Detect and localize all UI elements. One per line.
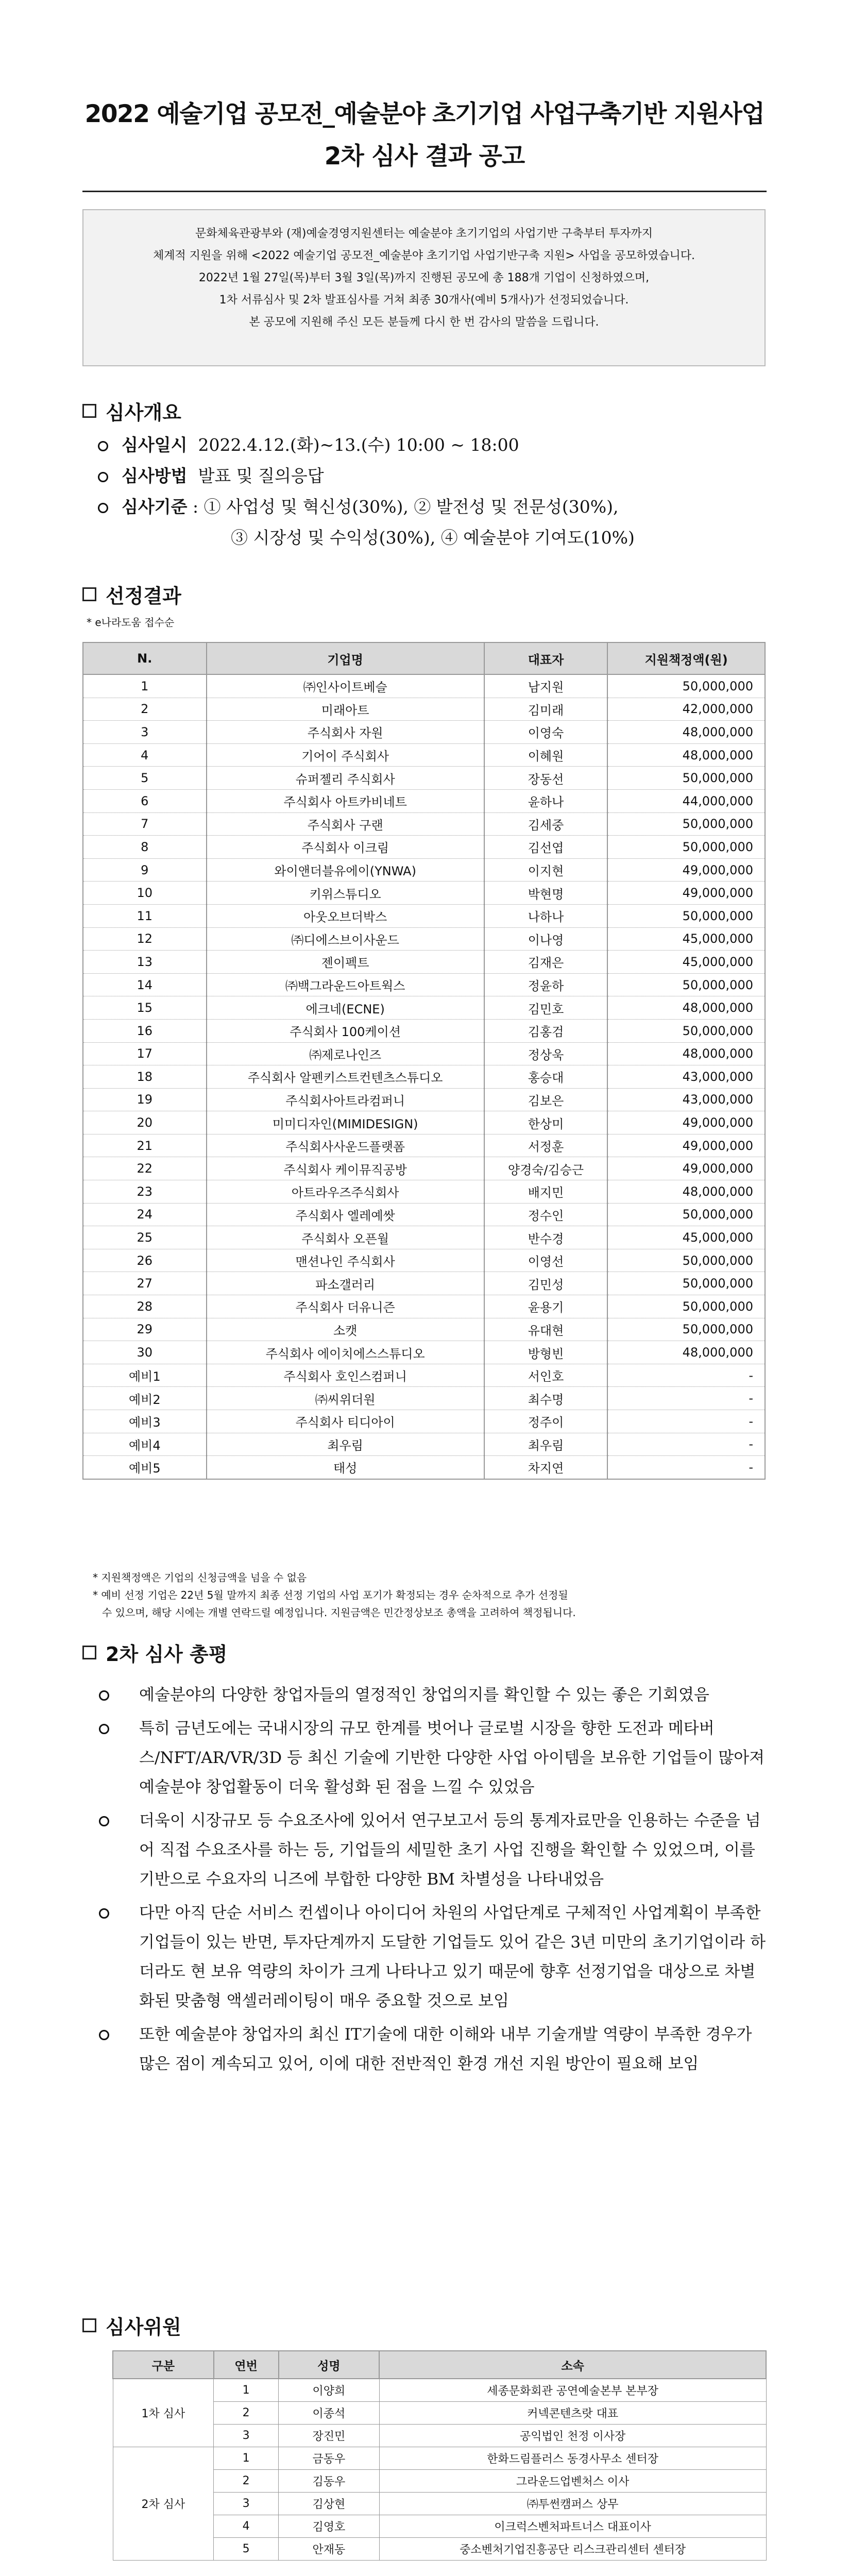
row-number: 23 [83,1180,207,1204]
representative: 장동선 [484,767,608,790]
support-amount: 45,000,000 [607,927,765,951]
company-name: 와이앤더블유에이(YNWA) [207,858,484,882]
row-number: 22 [83,1157,207,1180]
member-number: 3 [214,2425,279,2447]
selection-footnotes [93,1569,757,1621]
support-amount: 50,000,000 [607,674,765,698]
row-number: 예비4 [83,1433,207,1456]
member-number: 2 [214,2402,279,2425]
company-name: 주식회사 티디아이 [207,1410,484,1433]
support-amount: 48,000,000 [607,1042,765,1065]
member-affiliation: ㈜투썬캠퍼스 상무 [379,2493,766,2515]
representative: 김재은 [484,951,608,974]
company-name: 주식회사 100케이션 [207,1019,484,1042]
column-header: 구분 [113,2351,214,2379]
table-row [83,882,765,905]
support-amount: 50,000,000 [607,1295,765,1318]
table-row [83,927,765,951]
table-row [113,2379,766,2402]
company-name: ㈜씨위더원 [207,1387,484,1410]
table-row [113,2447,766,2470]
company-name: 주식회사 오픈월 [207,1226,484,1249]
circle-bullet-icon [99,1724,109,1734]
member-number: 5 [214,2538,279,2561]
section-heading-committee [82,2311,181,2340]
row-number: 7 [83,812,207,836]
review-text: 다만 아직 단순 서비스 컨셉이나 아이디어 차원의 사업단계로 구체적인 사업계획이 부족한 기업들이 있는 반면, 투자단계까지 도달한 기업들도 있어 같은 3년 미만의 초기기업이라 하더라도 현 보유 역량의 차이가 크게 나타나고 있기 때문에 향후 선정기업을 대상으로 차별화된 맞춤형 액셀러레이팅이 매우 중요할 것으로 보임 [139,1904,766,2010]
table-row [83,836,765,859]
intro-line: 1차 서류심사 및 2차 발표심사를 거쳐 최종 30개사(예비 5개사)가 선정되었습니다. [219,294,629,307]
company-name: 소캣 [207,1318,484,1341]
section-heading-review [82,1638,227,1667]
overview-date [98,432,519,459]
representative: 양경숙/김승근 [484,1157,608,1180]
table-row [83,1341,765,1364]
review-item [93,2020,768,2079]
row-number: 19 [83,1088,207,1111]
company-name: 주식회사 케이뮤직공방 [207,1157,484,1180]
committee-table-body [113,2379,766,2561]
company-name: 주식회사사운드플랫폼 [207,1134,484,1157]
representative: 정주이 [484,1410,608,1433]
row-number: 16 [83,1019,207,1042]
representative: 이혜원 [484,743,608,767]
support-amount: - [607,1433,765,1456]
title-line1: 2022 예술기업 공모전_예술분야 초기기업 사업구축기반 지원사업 [84,100,765,128]
company-name: 주식회사아트라컴퍼니 [207,1088,484,1111]
section-title: 선정결과 [106,585,181,607]
square-bullet-icon [82,587,96,601]
representative: 최수명 [484,1387,608,1410]
representative: 윤하나 [484,789,608,812]
member-name: 김동우 [279,2470,380,2493]
representative: 정윤하 [484,973,608,996]
column-header: 기업명 [207,642,484,674]
member-name: 이양희 [279,2379,380,2402]
review-item [93,1714,768,1802]
row-number: 25 [83,1226,207,1249]
row-number: 27 [83,1272,207,1295]
table-row [83,789,765,812]
company-name: 파소갤러리 [207,1272,484,1295]
label: 심사방법 [122,466,188,486]
row-number: 예비2 [83,1387,207,1410]
row-number: 29 [83,1318,207,1341]
member-affiliation: 세종문화회관 공연예술본부 본부장 [379,2379,766,2402]
row-number: 4 [83,743,207,767]
selection-table [82,642,766,1480]
row-number: 9 [83,858,207,882]
review-item [93,1899,768,2016]
committee-table [112,2350,767,2561]
row-number: 28 [83,1295,207,1318]
overview-method [98,463,324,489]
company-name: 주식회사 아트카비네트 [207,789,484,812]
review-item [93,1806,768,1894]
member-affiliation: 그라운드업벤처스 이사 [379,2470,766,2493]
company-name: 미미디자인(MIMIDESIGN) [207,1111,484,1134]
table-row [83,1456,765,1479]
intro-line: 문화체육관광부와 (재)예술경영지원센터는 예술분야 초기기업의 사업기반 구축부터 투자까지 [195,227,653,240]
representative: 이나영 [484,927,608,951]
support-amount: 50,000,000 [607,836,765,859]
table-header-row [113,2351,766,2379]
representative: 나하나 [484,904,608,927]
support-amount: 49,000,000 [607,858,765,882]
member-affiliation: 한화드림플러스 동경사무소 센터장 [379,2447,766,2470]
representative: 유대현 [484,1318,608,1341]
row-number: 15 [83,996,207,1020]
value: 2022.4.12.(화)~13.(수) 10:00 ~ 18:00 [198,435,519,455]
support-amount: - [607,1456,765,1479]
support-amount: - [607,1387,765,1410]
support-amount: 50,000,000 [607,812,765,836]
support-amount: - [607,1364,765,1387]
row-number: 예비5 [83,1456,207,1479]
company-name: 주식회사 구랜 [207,812,484,836]
value: ③ 시장성 및 수익성(30%), ④ 예술분야 기여도(10%) [231,528,635,548]
representative: 이영숙 [484,721,608,744]
label: 심사일시 [122,435,188,455]
representative: 서정훈 [484,1134,608,1157]
footnote: * 예비 선정 기업은 22년 5월 말까지 최종 선정 기업의 사업 포기가 확정되는 경우 순차적으로 추가 선정될 [93,1589,568,1601]
row-number: 6 [83,789,207,812]
table-row [83,1042,765,1065]
section-heading-overview [82,397,181,425]
table-row [83,1019,765,1042]
support-amount: 44,000,000 [607,789,765,812]
table-row [83,1157,765,1180]
representative: 홍승대 [484,1065,608,1089]
member-number: 1 [214,2379,279,2402]
circle-bullet-icon [99,1690,109,1701]
support-amount: 48,000,000 [607,1180,765,1204]
company-name: 맨션나인 주식회사 [207,1249,484,1272]
table-row [83,1180,765,1204]
representative: 김민성 [484,1272,608,1295]
row-number: 12 [83,927,207,951]
company-name: 에크네(ECNE) [207,996,484,1020]
review-item [93,1681,768,1710]
intro-line: 체계적 지원을 위해 <2022 예술기업 공모전_예술분야 초기기업 사업기반구축 지원> 사업을 공모하였습니다. [152,249,695,262]
row-number: 8 [83,836,207,859]
support-amount: 48,000,000 [607,1341,765,1364]
row-number: 10 [83,882,207,905]
member-number: 3 [214,2493,279,2515]
table-row [83,1272,765,1295]
support-amount: 49,000,000 [607,1111,765,1134]
selection-note: * e나라도움 접수순 [87,616,175,629]
column-header: N. [83,642,207,674]
support-amount: 50,000,000 [607,1203,765,1226]
row-number: 21 [83,1134,207,1157]
row-number: 26 [83,1249,207,1272]
company-name: 기어이 주식회사 [207,743,484,767]
intro-line: 본 공모에 지원해 주신 모든 분들께 다시 한 번 감사의 말씀을 드립니다. [249,316,599,329]
row-number: 20 [83,1111,207,1134]
support-amount: 50,000,000 [607,973,765,996]
square-bullet-icon [82,404,96,418]
table-row [83,1111,765,1134]
support-amount: 48,000,000 [607,743,765,767]
company-name: 슈퍼젤리 주식회사 [207,767,484,790]
company-name: 주식회사 이크림 [207,836,484,859]
table-row [83,698,765,721]
member-name: 안재동 [279,2538,380,2561]
member-affiliation: 중소벤처기업진흥공단 리스크관리센터 센터장 [379,2538,766,2561]
circle-bullet-icon [99,1816,109,1826]
table-row [83,721,765,744]
support-amount: 48,000,000 [607,996,765,1020]
table-row [83,1410,765,1433]
row-number: 13 [83,951,207,974]
row-number: 11 [83,904,207,927]
member-number: 1 [214,2447,279,2470]
row-number: 1 [83,674,207,698]
representative: 김민호 [484,996,608,1020]
representative: 김선엽 [484,836,608,859]
representative: 김세중 [484,812,608,836]
support-amount: 43,000,000 [607,1065,765,1089]
table-row [83,1249,765,1272]
table-row [83,767,765,790]
value: 발표 및 질의응답 [198,466,324,486]
representative: 서인호 [484,1364,608,1387]
table-row [83,1433,765,1456]
table-row [83,1065,765,1089]
representative: 정수인 [484,1203,608,1226]
section-heading-selection [82,580,181,608]
review-round: 2차 심사 [113,2447,214,2561]
column-header: 대표자 [484,642,608,674]
review-round: 1차 심사 [113,2379,214,2447]
company-name: 키위스튜디오 [207,882,484,905]
member-name: 금동우 [279,2447,380,2470]
review-text: 예술분야의 다양한 창업자들의 열정적인 창업의지를 확인할 수 있는 좋은 기회였음 [139,1686,709,1704]
row-number: 18 [83,1065,207,1089]
representative: 차지연 [484,1456,608,1479]
company-name: 주식회사 엘레예쌋 [207,1203,484,1226]
circle-bullet-icon [99,2030,109,2040]
table-header-row [83,642,765,674]
review-text: 또한 예술분야 창업자의 최신 IT기술에 대한 이해와 내부 기술개발 역량이 부족한 경우가 많은 점이 계속되고 있어, 이에 대한 전반적인 환경 개선 지원 방안이 필요해 보임 [139,2025,752,2073]
company-name: ㈜디에스브이사운드 [207,927,484,951]
footnote: 수 있으며, 해당 시에는 개별 연락드릴 예정입니다. 지원금액은 민간정상보조 총액을 고려하여 책정됩니다. [102,1606,576,1619]
member-name: 이종석 [279,2402,380,2425]
table-row [83,973,765,996]
representative: 김홍검 [484,1019,608,1042]
company-name: 젠이펙트 [207,951,484,974]
company-name: 미래아트 [207,698,484,721]
row-number: 17 [83,1042,207,1065]
overview-criteria [98,494,619,520]
table-row [83,951,765,974]
table-row [83,1318,765,1341]
column-header: 지원책정액(원) [607,642,765,674]
company-name: 최우림 [207,1433,484,1456]
review-text: 더욱이 시장규모 등 수요조사에 있어서 연구보고서 등의 통계자료만을 인용하는 수준을 넘어 직접 수요조사를 하는 등, 기업들의 세밀한 초기 사업 진행을 확인할 수 있었으며, 이를 기반으로 수요자의 니즈에 부합한 다양한 BM 차별성을 나타내었음 [139,1811,761,1889]
section-title: 2차 심사 총평 [106,1643,228,1666]
table-row [83,812,765,836]
member-affiliation: 이크럭스벤처파트너스 대표이사 [379,2515,766,2538]
table-row [83,904,765,927]
table-row [83,674,765,698]
support-amount: 42,000,000 [607,698,765,721]
support-amount: 50,000,000 [607,904,765,927]
circle-bullet-icon [98,441,108,451]
company-name: 주식회사 호인스컴퍼니 [207,1364,484,1387]
representative: 최우림 [484,1433,608,1456]
section-title: 심사개요 [106,401,181,424]
representative: 윤용기 [484,1295,608,1318]
representative: 반수경 [484,1226,608,1249]
review-text: 특히 금년도에는 국내시장의 규모 한계를 벗어나 글로벌 시장을 향한 도전과 메타버스/NFT/AR/VR/3D 등 최신 기술에 기반한 다양한 사업 아이템을 보유한 기업들이 많아져 예술분야 창업활동이 더욱 활성화 된 점을 느낄 수 있었음 [139,1719,765,1797]
support-amount: 49,000,000 [607,1157,765,1180]
column-header: 연번 [214,2351,279,2379]
title-line2: 2차 심사 결과 공고 [324,142,525,171]
square-bullet-icon [82,1646,96,1659]
title-divider [82,191,767,192]
circle-bullet-icon [99,1908,109,1919]
row-number: 24 [83,1203,207,1226]
member-number: 4 [214,2515,279,2538]
representative: 김미래 [484,698,608,721]
value: : ① 사업성 및 혁신성(30%), ② 발전성 및 전문성(30%), [193,497,619,517]
representative: 박현명 [484,882,608,905]
support-amount: 48,000,000 [607,721,765,744]
row-number: 5 [83,767,207,790]
company-name: 주식회사 알펜키스트컨텐츠스튜디오 [207,1065,484,1089]
table-row [83,996,765,1020]
support-amount: 49,000,000 [607,1134,765,1157]
company-name: 주식회사 더유니즌 [207,1295,484,1318]
page-title [41,98,808,173]
representative: 방형빈 [484,1341,608,1364]
member-name: 장진민 [279,2425,380,2447]
company-name: 아웃오브더박스 [207,904,484,927]
table-row [83,1203,765,1226]
representative: 한상미 [484,1111,608,1134]
intro-line: 2022년 1월 27일(목)부터 3월 3일(목)까지 진행된 공모에 총 188개 기업이 신청하였으며, [198,272,650,284]
overview-criteria-cont [231,524,635,551]
company-name: 주식회사 에이치에스스튜디오 [207,1341,484,1364]
label: 심사기준 [122,497,188,517]
company-name: ㈜제로나인즈 [207,1042,484,1065]
support-amount: 50,000,000 [607,767,765,790]
support-amount: 43,000,000 [607,1088,765,1111]
representative: 남지원 [484,674,608,698]
table-row [83,858,765,882]
row-number: 예비1 [83,1364,207,1387]
support-amount: 50,000,000 [607,1019,765,1042]
table-row [83,1134,765,1157]
support-amount: 49,000,000 [607,882,765,905]
square-bullet-icon [82,2318,96,2332]
row-number: 2 [83,698,207,721]
row-number: 14 [83,973,207,996]
table-row [83,1088,765,1111]
company-name: 태성 [207,1456,484,1479]
review-list [93,1681,768,2083]
representative: 이영선 [484,1249,608,1272]
company-name: 주식회사 자원 [207,721,484,744]
support-amount: - [607,1410,765,1433]
row-number: 30 [83,1341,207,1364]
company-name: ㈜백그라운드아트웍스 [207,973,484,996]
support-amount: 50,000,000 [607,1272,765,1295]
member-number: 2 [214,2470,279,2493]
section-title: 심사위원 [106,2316,181,2338]
support-amount: 50,000,000 [607,1318,765,1341]
table-row [83,1364,765,1387]
member-name: 김영호 [279,2515,380,2538]
table-row [83,1387,765,1410]
intro-box [82,209,766,366]
member-affiliation: 공익법인 천정 이사장 [379,2425,766,2447]
column-header: 소속 [379,2351,766,2379]
representative: 정상욱 [484,1042,608,1065]
member-affiliation: 커넥콘텐츠랏 대표 [379,2402,766,2425]
table-row [83,1295,765,1318]
selection-table-body [83,674,765,1479]
footnote: * 지원책정액은 기업의 신청금액을 넘을 수 없음 [93,1571,307,1584]
company-name: ㈜인사이트베슬 [207,674,484,698]
support-amount: 45,000,000 [607,1226,765,1249]
table-row [83,1226,765,1249]
circle-bullet-icon [98,503,108,513]
company-name: 아트라우즈주식회사 [207,1180,484,1204]
representative: 이지현 [484,858,608,882]
table-row [83,743,765,767]
representative: 배지민 [484,1180,608,1204]
column-header: 성명 [279,2351,380,2379]
row-number: 예비3 [83,1410,207,1433]
support-amount: 45,000,000 [607,951,765,974]
circle-bullet-icon [98,472,108,482]
member-name: 김상현 [279,2493,380,2515]
row-number: 3 [83,721,207,744]
representative: 김보은 [484,1088,608,1111]
support-amount: 50,000,000 [607,1249,765,1272]
